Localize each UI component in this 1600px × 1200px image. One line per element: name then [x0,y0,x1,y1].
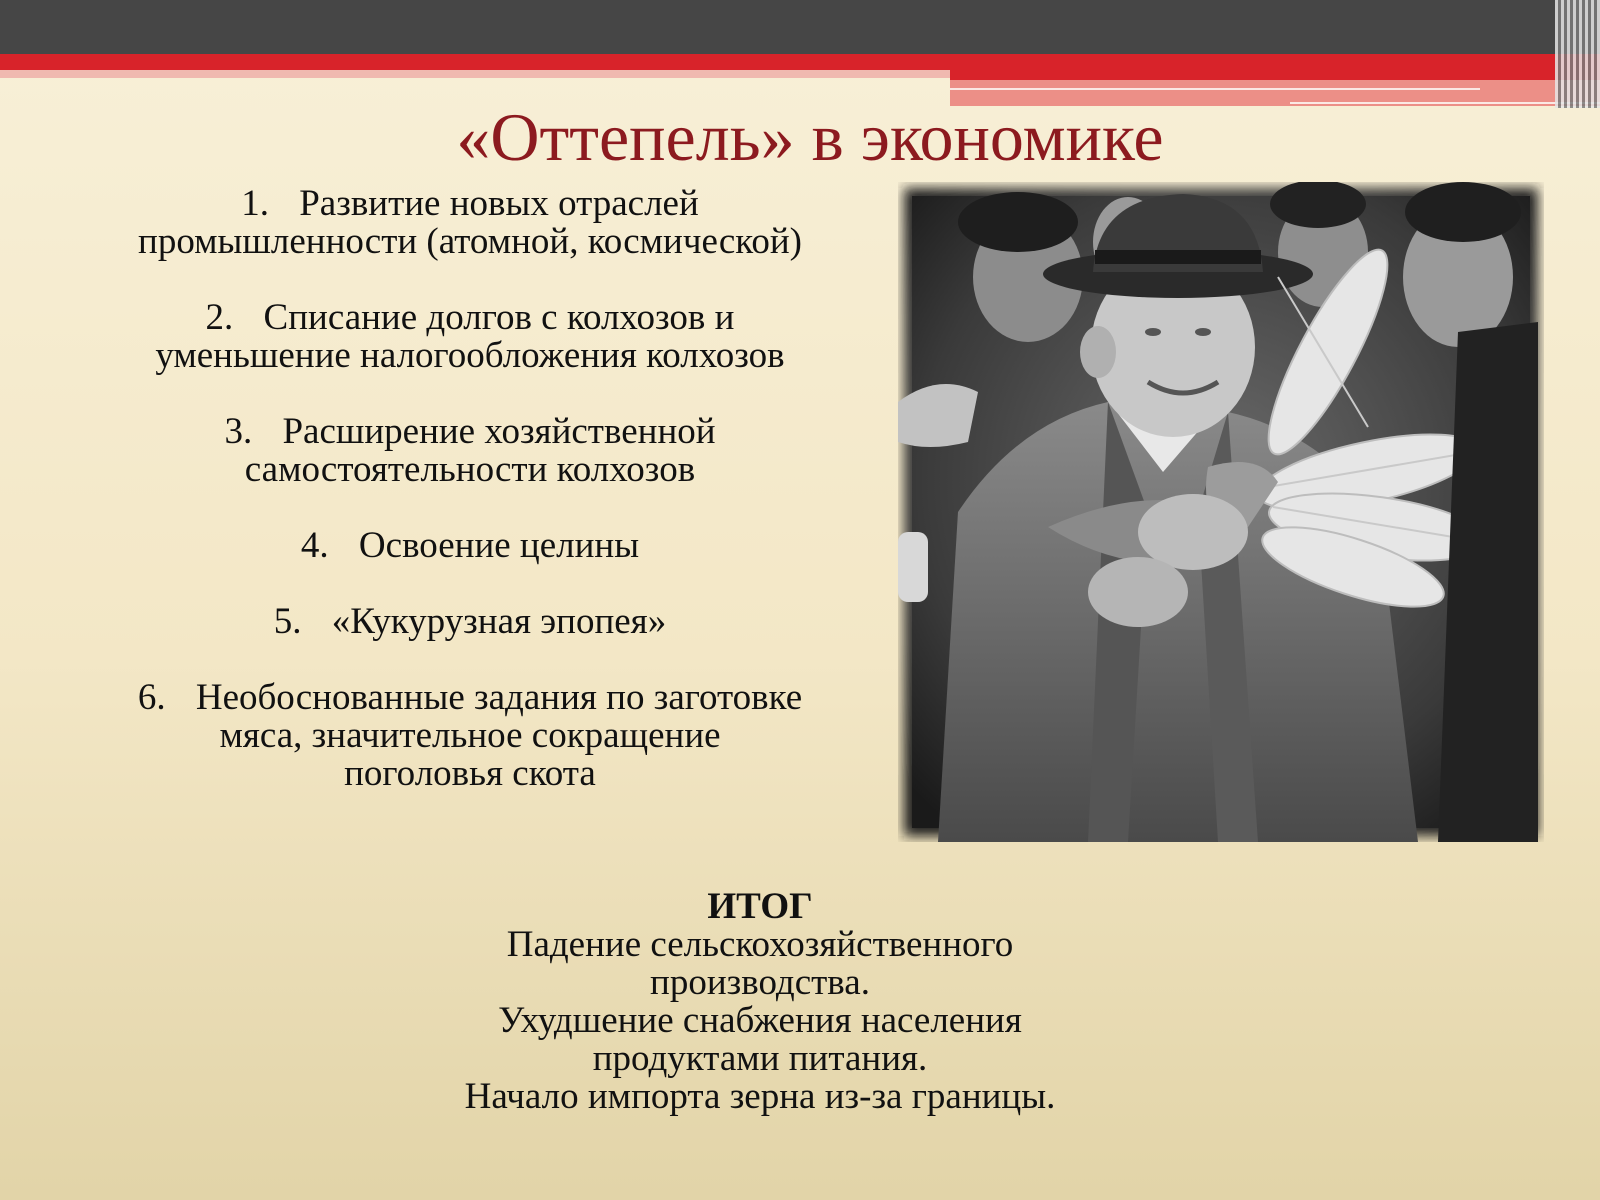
summary-line: Ухудшение снабжения населения [498,1000,1022,1041]
list-item-line: Расширение хозяйственной [282,411,716,452]
list-item-line: промышленности (атомной, космической) [138,221,802,262]
list-item-line: поголовья скота [344,753,596,794]
list-item [40,679,900,793]
summary-line: производства. [650,962,870,1003]
list-item-number: 3. [224,411,253,452]
list-item-line: Необоснованные задания по заготовке [195,677,803,718]
summary-line: Падение сельскохозяйственного [506,924,1014,965]
slide-title: «Оттепель» в экономике [456,99,1164,175]
summary-heading: ИТОГ [707,886,813,927]
khrushchev-corn-photo [898,182,1544,842]
list-item-line: уменьшение налогообложения колхозов [155,335,785,376]
list-item-line: Списание долгов с колхозов и [263,297,735,338]
list-item-line: самостоятельности колхозов [244,449,696,490]
list-item-line: «Кукурузная эпопея» [331,601,667,642]
list-item-line: Освоение целины [358,525,640,566]
list-item [40,527,900,565]
header-stripes [1555,0,1600,108]
header-dark-bar [0,0,1600,54]
list-item-number: 2. [205,297,234,338]
header-red-bar [0,54,1600,70]
summary-line: продуктами питания. [592,1038,928,1079]
header-pink-bar [0,70,950,78]
list-item-line: Развитие новых отраслей [299,183,699,224]
list-item [40,299,900,375]
list-item-line: мяса, значительное сокращение [219,715,721,756]
list-item-number: 4. [300,525,329,566]
list-item [40,603,900,641]
list-item-number: 6. [137,677,166,718]
header-red-bar-right [950,70,1600,80]
summary-line: Начало импорта зерна из-за границы. [464,1076,1056,1117]
list-item [40,185,900,261]
list-item-number: 1. [241,183,269,224]
header-white-line [950,88,1480,90]
summary-block [360,888,1160,1116]
list-item-number: 5. [273,601,302,642]
list-item [40,413,900,489]
economy-list [40,185,900,831]
